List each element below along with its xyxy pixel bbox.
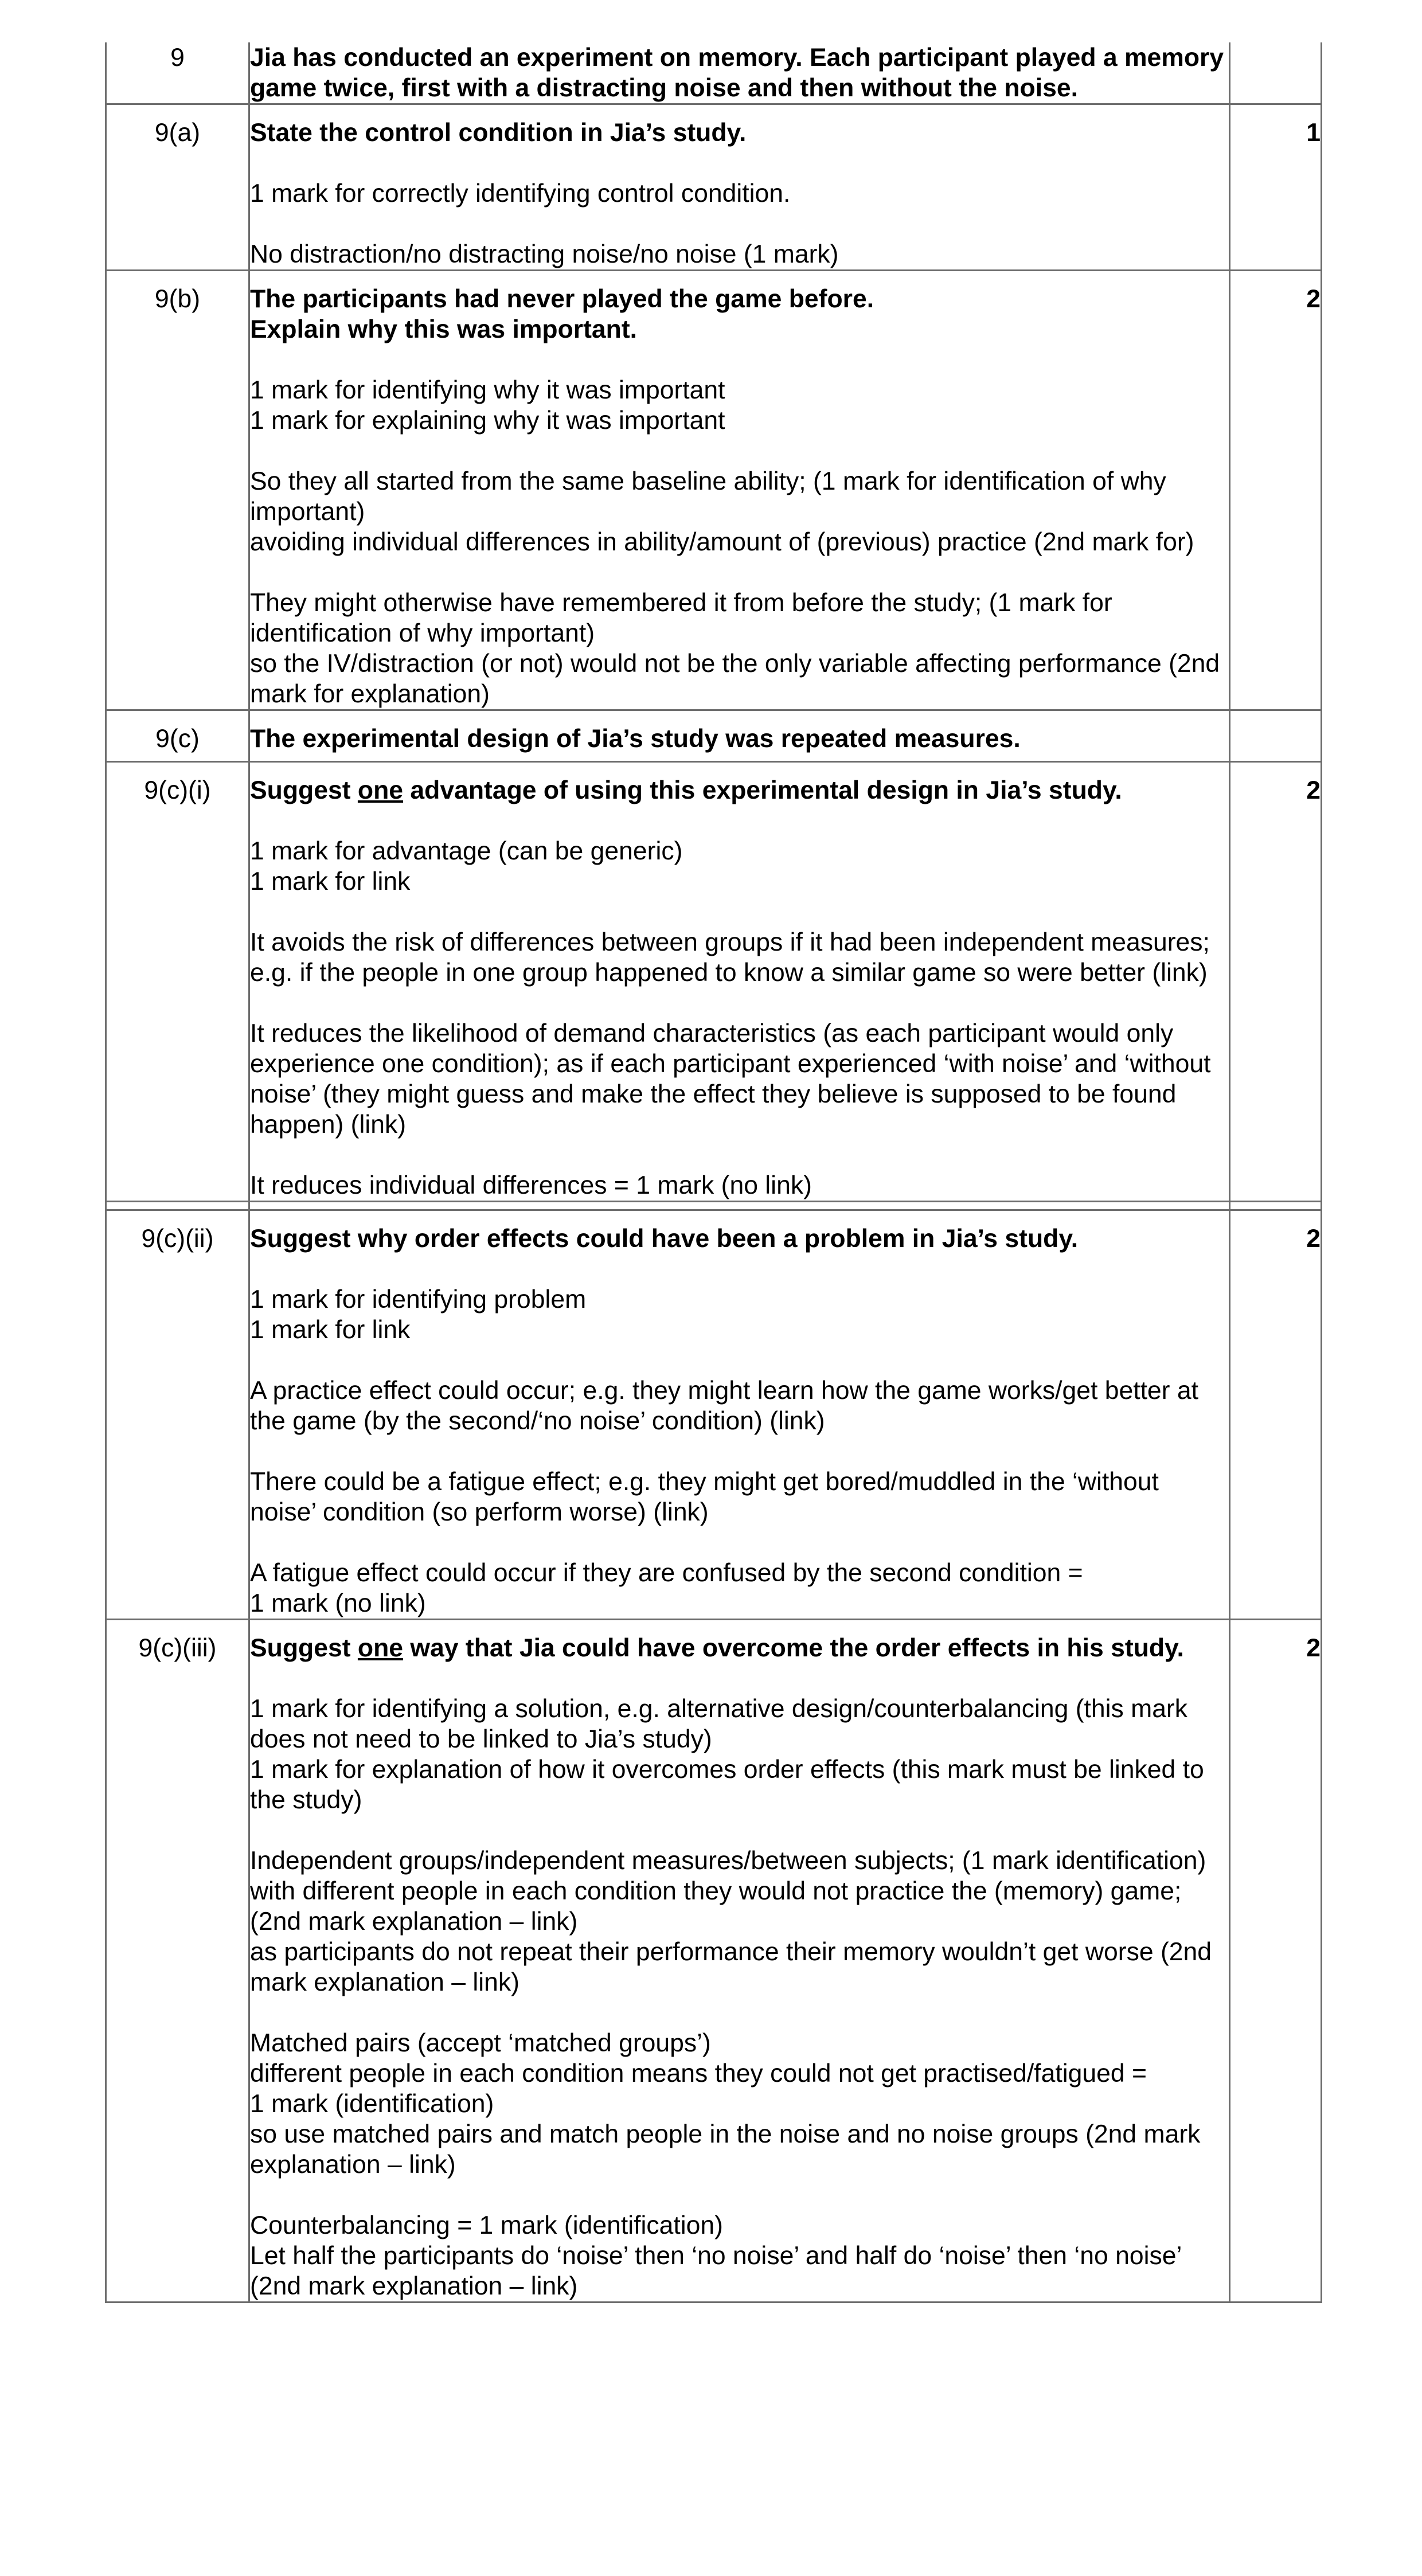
question-stem: Jia has conducted an experiment on memory. Each participant played a memory game twice, first with a distracting noise and then without the noise. [250, 44, 1224, 102]
marking-guidance: 1 mark for link [250, 1316, 411, 1344]
question-text-post: way that Jia could have overcome the order effects in his study. [403, 1634, 1184, 1662]
question-text-pre: Suggest [250, 776, 358, 804]
marking-guidance: 1 mark for identifying why it was important [250, 376, 725, 404]
marking-guidance: 1 mark for advantage (can be generic) [250, 837, 683, 865]
marks-value: 1 [1230, 104, 1322, 271]
question-number: 9(b) [106, 271, 249, 710]
answer-text: It reduces individual differences = 1 mark (no link) [250, 1171, 812, 1199]
question-text-underlined: one [357, 1634, 404, 1662]
question-number: 9(c)(ii) [106, 1210, 249, 1620]
question-cell [249, 271, 1230, 710]
answer-text: 1 mark (identification) [250, 2090, 494, 2118]
question-text [250, 775, 1229, 806]
answer-text: so the IV/distraction (or not) would not be the only variable affecting performance (2nd mark for explanation) [250, 650, 1220, 708]
separator-cell [106, 1202, 249, 1210]
question-number: 9(c) [106, 710, 249, 762]
marks-cell [1230, 710, 1322, 762]
question-cell [249, 762, 1230, 1202]
answer-text: different people in each condition means they could not get practised/fatigued = [250, 2059, 1147, 2088]
answer-text: avoiding individual differences in ability/amount of (previous) practice (2nd mark for) [250, 528, 1194, 556]
question-text: State the control condition in Jia’s study. [250, 119, 747, 147]
marking-guidance: 1 mark for explanation of how it overcomes order effects (this mark must be linked to the study) [250, 1756, 1204, 1814]
answer-text: as participants do not repeat their performance their memory wouldn’t get worse (2nd mark explanation – link) [250, 1938, 1212, 1996]
marks-value: 2 [1230, 762, 1322, 1202]
table-row-9ci [106, 762, 1322, 1202]
table-row-9c [106, 710, 1322, 762]
marks-value: 2 [1230, 1210, 1322, 1620]
mark-scheme-table [105, 42, 1322, 2303]
answer-text: No distraction/no distracting noise/no noise (1 mark) [250, 240, 839, 268]
question-text-line-1: The participants had never played the game before. [250, 285, 874, 313]
question-number: 9 [106, 42, 249, 104]
marking-guidance: 1 mark for correctly identifying control condition. [250, 179, 791, 208]
question-text-line-2: Explain why this was important. [250, 315, 638, 343]
question-cell [249, 42, 1230, 104]
answer-text: Independent groups/independent measures/between subjects; (1 mark identification) [250, 1847, 1206, 1875]
question-cell [249, 710, 1230, 762]
question-cell [249, 104, 1230, 271]
answer-text: Counterbalancing = 1 mark (identification) [250, 2211, 723, 2239]
separator-cell [249, 1202, 1230, 1210]
table-row-9ciii [106, 1620, 1322, 2303]
question-text [250, 1633, 1229, 1663]
answer-text: with different people in each condition they would not practice the (memory) game; (2nd mark explanation – link) [250, 1877, 1182, 1936]
question-stem: The experimental design of Jia’s study was repeated measures. [250, 725, 1021, 753]
marking-guidance: 1 mark for link [250, 867, 411, 896]
question-text-underlined: one [357, 776, 404, 804]
question-cell [249, 1210, 1230, 1620]
answer-text: Let half the participants do ‘noise’ then ‘no noise’ and half do ‘noise’ then ‘no noise’ (2nd mark explanation – link) [250, 2242, 1181, 2300]
marking-guidance: 1 mark for explaining why it was important [250, 406, 725, 435]
question-number: 9(c)(iii) [106, 1620, 249, 2303]
answer-text: There could be a fatigue effect; e.g. they might get bored/muddled in the ‘without noise’ condition (so perform worse) (link) [250, 1468, 1159, 1526]
question-number: 9(a) [106, 104, 249, 271]
table-row-9b [106, 271, 1322, 710]
answer-text: They might otherwise have remembered it from before the study; (1 mark for identification of why important) [250, 589, 1112, 647]
marking-guidance: 1 mark for identifying a solution, e.g. alternative design/counterbalancing (this mark does not need to be linked to Jia’s study) [250, 1695, 1188, 1753]
answer-text: A fatigue effect could occur if they are confused by the second condition = [250, 1559, 1083, 1587]
question-number: 9(c)(i) [106, 762, 249, 1202]
separator-cell [1230, 1202, 1322, 1210]
answer-text: Matched pairs (accept ‘matched groups’) [250, 2029, 711, 2057]
marks-value: 2 [1230, 271, 1322, 710]
table-row-separator [106, 1202, 1322, 1210]
question-cell [249, 1620, 1230, 2303]
marks-value: 2 [1230, 1620, 1322, 2303]
question-text-post: advantage of using this experimental design in Jia’s study. [403, 776, 1122, 804]
answer-text: So they all started from the same baseline ability; (1 mark for identification of why important) [250, 467, 1166, 526]
answer-text: It reduces the likelihood of demand characteristics (as each participant would only experience one condition); as if each participant experienced ‘with noise’ and ‘without noise’ (they might guess and make the effect they believe is supposed to be found happen) (link) [250, 1019, 1211, 1139]
answer-text: It avoids the risk of differences between groups if it had been independent measures; e.g. if the people in one group happened to know a similar game so were better (link) [250, 928, 1210, 987]
table-row-9 [106, 42, 1322, 104]
answer-text: 1 mark (no link) [250, 1589, 426, 1617]
question-text: Suggest why order effects could have been a problem in Jia’s study. [250, 1225, 1079, 1253]
marks-cell [1230, 42, 1322, 104]
answer-text: so use matched pairs and match people in the noise and no noise groups (2nd mark explanation – link) [250, 2120, 1201, 2179]
marking-guidance: 1 mark for identifying problem [250, 1285, 587, 1314]
question-text-pre: Suggest [250, 1634, 358, 1662]
answer-text: A practice effect could occur; e.g. they might learn how the game works/get better at the game (by the second/‘no noise’ condition) (link) [250, 1377, 1198, 1435]
table-row-9a [106, 104, 1322, 271]
table-row-9cii [106, 1210, 1322, 1620]
